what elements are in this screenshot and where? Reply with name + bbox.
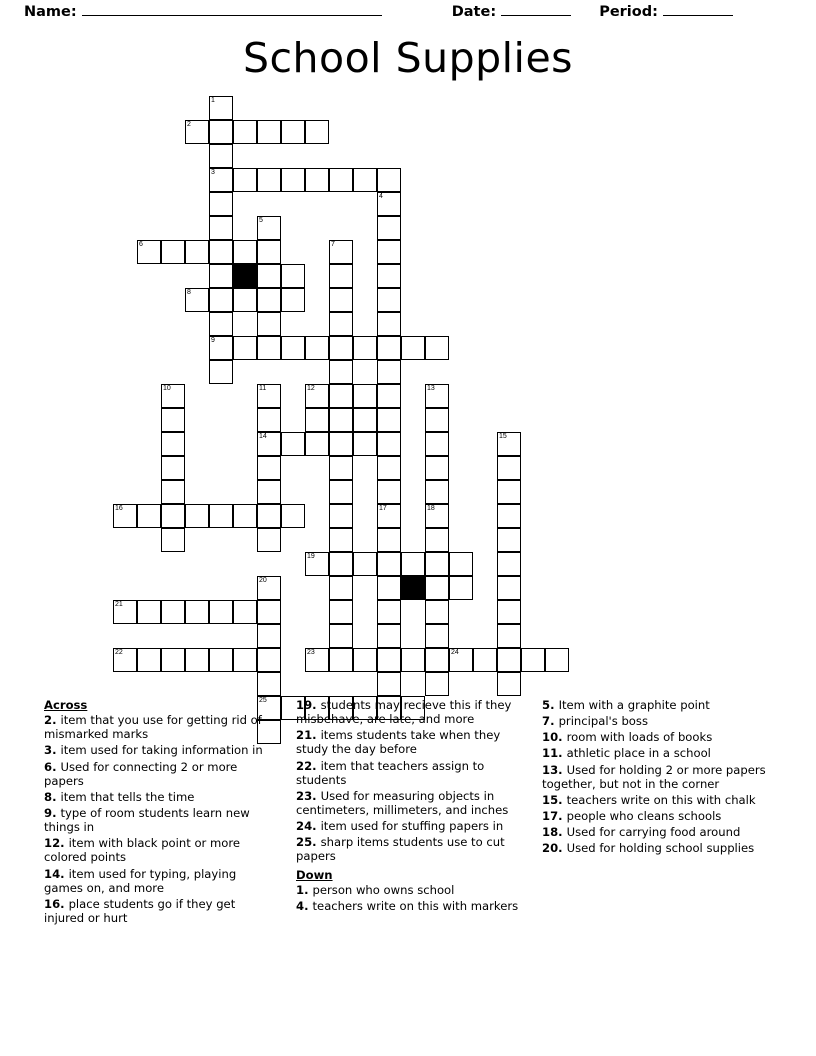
grid-cell[interactable] — [377, 384, 401, 408]
clue-text: item used for stuffing papers in — [320, 819, 504, 834]
clue-item — [44, 713, 278, 741]
grid-cell[interactable] — [425, 600, 449, 624]
grid-cell[interactable] — [185, 648, 209, 672]
grid-cell[interactable] — [377, 672, 401, 696]
grid-cell[interactable] — [233, 240, 257, 264]
clue-text: type of room students learn new things in — [44, 805, 250, 835]
grid-cell[interactable] — [497, 504, 521, 528]
grid-cell[interactable] — [257, 504, 281, 528]
clue-item — [44, 897, 278, 925]
clue-number: 1. — [296, 882, 313, 897]
page-title: School Supplies — [242, 34, 574, 82]
clue-number: 22. — [296, 758, 321, 773]
grid-cell[interactable] — [329, 624, 353, 648]
down-clues-part2 — [542, 698, 780, 855]
grid-cell[interactable] — [377, 552, 401, 576]
grid-cell[interactable] — [497, 576, 521, 600]
grid-cell[interactable] — [425, 504, 449, 528]
period-label: Period: — [599, 4, 658, 20]
clue-item — [44, 867, 278, 895]
grid-cell[interactable] — [281, 432, 305, 456]
grid-cell[interactable] — [209, 240, 233, 264]
clue-text: teachers write on this with chalk — [566, 792, 756, 807]
clue-number: 19. — [296, 698, 321, 712]
grid-cell[interactable] — [137, 648, 161, 672]
grid-cell[interactable] — [377, 456, 401, 480]
grid-cell[interactable] — [425, 384, 449, 408]
grid-cell[interactable] — [257, 312, 281, 336]
clue-item — [296, 899, 524, 913]
grid-cell[interactable] — [305, 552, 329, 576]
grid-cell[interactable] — [377, 408, 401, 432]
clue-text: item used for typing, playing games on, and more — [44, 866, 237, 895]
clue-item — [296, 728, 524, 756]
grid-cell[interactable] — [281, 264, 305, 288]
clue-item — [296, 883, 524, 897]
clue-item — [542, 809, 780, 823]
clue-item — [44, 790, 278, 804]
clue-item — [542, 825, 780, 839]
clue-text: item that you use for getting rid of mismarked marks — [44, 713, 262, 742]
grid-cell[interactable] — [257, 432, 281, 456]
clue-number: 6. — [44, 759, 61, 774]
grid-cell[interactable] — [281, 168, 305, 192]
clue-item — [296, 759, 524, 787]
grid-cell[interactable] — [329, 432, 353, 456]
clue-number: 12. — [44, 836, 69, 851]
grid-cell[interactable] — [257, 240, 281, 264]
grid-cell[interactable] — [377, 480, 401, 504]
cell-number: 16 — [115, 505, 123, 512]
cell-number: 25 — [259, 697, 267, 704]
clue-text: place students go if they get injured or hurt — [44, 896, 236, 925]
grid-cell[interactable] — [353, 552, 377, 576]
clue-number: 15. — [542, 792, 567, 807]
across-heading: Across — [44, 698, 88, 712]
grid-cell[interactable] — [377, 504, 401, 528]
grid-cell[interactable] — [209, 288, 233, 312]
clue-item — [296, 698, 524, 726]
grid-cell[interactable] — [521, 648, 545, 672]
grid-cell[interactable] — [377, 168, 401, 192]
clue-text: items students take when they study the day before — [296, 728, 501, 757]
grid-cell[interactable] — [233, 288, 257, 312]
grid-cell[interactable] — [497, 672, 521, 696]
clues-column-3 — [542, 698, 780, 927]
cell-number: 11 — [259, 385, 267, 392]
cell-number: 8 — [187, 289, 191, 296]
grid-cell[interactable] — [377, 192, 401, 216]
clue-text: sharp items students use to cut papers — [296, 835, 505, 864]
grid-cell[interactable] — [137, 240, 161, 264]
clue-number: 2. — [44, 713, 61, 728]
grid-cell[interactable] — [401, 552, 425, 576]
grid-cell[interactable] — [113, 600, 137, 624]
grid-cell[interactable] — [257, 288, 281, 312]
grid-cell[interactable] — [377, 648, 401, 672]
grid-cell[interactable] — [377, 216, 401, 240]
clue-text: Item with a graphite point — [558, 698, 710, 712]
grid-cell[interactable] — [425, 480, 449, 504]
clue-number: 3. — [44, 743, 61, 758]
grid-cell[interactable] — [209, 312, 233, 336]
grid-cell[interactable] — [377, 288, 401, 312]
grid-cell[interactable] — [209, 360, 233, 384]
grid-cell[interactable] — [161, 528, 185, 552]
clue-number: 8. — [44, 789, 61, 804]
grid-cell[interactable] — [233, 600, 257, 624]
grid-cell[interactable] — [377, 264, 401, 288]
grid-cell[interactable] — [113, 504, 137, 528]
crossword-grid-wrapper — [0, 96, 816, 704]
clue-number: 5. — [542, 698, 559, 712]
clue-number: 21. — [296, 728, 321, 743]
grid-cell[interactable] — [329, 288, 353, 312]
cell-number: 3 — [211, 169, 215, 176]
grid-cell-blocked — [401, 576, 425, 600]
clue-text: Used for holding 2 or more papers together, but not in the corner — [542, 762, 766, 791]
period-field-group — [599, 4, 733, 20]
cell-number: 5 — [259, 217, 263, 224]
clue-text: Used for holding school supplies — [566, 841, 755, 856]
grid-cell[interactable] — [209, 144, 233, 168]
grid-cell[interactable] — [257, 216, 281, 240]
grid-cell[interactable] — [329, 168, 353, 192]
clue-number: 4. — [296, 898, 313, 913]
grid-cell[interactable] — [257, 168, 281, 192]
grid-cell[interactable] — [353, 384, 377, 408]
grid-cell[interactable] — [425, 648, 449, 672]
grid-cell[interactable] — [233, 504, 257, 528]
grid-cell[interactable] — [425, 576, 449, 600]
grid-cell[interactable] — [257, 384, 281, 408]
grid-cell[interactable] — [305, 432, 329, 456]
grid-cell[interactable] — [377, 360, 401, 384]
grid-cell[interactable] — [305, 336, 329, 360]
clue-number: 24. — [296, 819, 321, 834]
cell-number: 2 — [187, 121, 191, 128]
grid-cell[interactable] — [497, 456, 521, 480]
grid-cell[interactable] — [377, 576, 401, 600]
grid-cell[interactable] — [377, 240, 401, 264]
clue-number: 16. — [44, 896, 69, 911]
grid-cell[interactable] — [305, 384, 329, 408]
grid-cell[interactable] — [233, 168, 257, 192]
clue-item — [542, 698, 780, 712]
grid-cell[interactable] — [161, 504, 185, 528]
grid-cell[interactable] — [209, 192, 233, 216]
grid-cell[interactable] — [425, 528, 449, 552]
name-label: Name: — [24, 4, 77, 20]
cell-number: 12 — [307, 385, 315, 392]
grid-cell[interactable] — [497, 648, 521, 672]
grid-cell[interactable] — [401, 648, 425, 672]
clues-column-2 — [296, 698, 524, 927]
clue-item — [44, 836, 278, 864]
grid-cell[interactable] — [161, 456, 185, 480]
grid-cell[interactable] — [161, 432, 185, 456]
grid-cell[interactable] — [257, 120, 281, 144]
grid-cell-blocked — [233, 264, 257, 288]
clue-number: 11. — [542, 746, 567, 761]
period-write-line[interactable] — [663, 15, 733, 16]
grid-cell[interactable] — [185, 240, 209, 264]
grid-cell[interactable] — [329, 504, 353, 528]
clue-number: 23. — [296, 788, 321, 803]
grid-cell[interactable] — [257, 648, 281, 672]
clue-text: person who owns school — [312, 882, 455, 897]
grid-cell[interactable] — [497, 528, 521, 552]
grid-cell[interactable] — [329, 336, 353, 360]
cell-number: 4 — [379, 193, 383, 200]
cell-number: 24 — [451, 649, 459, 656]
across-clues-part2 — [296, 698, 524, 864]
grid-cell[interactable] — [377, 336, 401, 360]
grid-cell[interactable] — [257, 600, 281, 624]
grid-cell[interactable] — [185, 504, 209, 528]
grid-cell[interactable] — [305, 648, 329, 672]
grid-cell[interactable] — [161, 600, 185, 624]
clue-text: principal's boss — [558, 714, 648, 729]
grid-cell[interactable] — [545, 648, 569, 672]
grid-cell[interactable] — [329, 576, 353, 600]
cell-number: 17 — [379, 505, 387, 512]
grid-cell[interactable] — [185, 288, 209, 312]
grid-cell[interactable] — [425, 336, 449, 360]
grid-cell[interactable] — [185, 120, 209, 144]
cell-number: 18 — [427, 505, 435, 512]
clue-number: 18. — [542, 825, 567, 840]
grid-cell[interactable] — [257, 624, 281, 648]
clue-number: 7. — [542, 714, 559, 729]
grid-cell[interactable] — [329, 528, 353, 552]
grid-cell[interactable] — [257, 480, 281, 504]
cell-number: 21 — [115, 601, 123, 608]
clue-text: room with loads of books — [566, 730, 713, 745]
grid-cell[interactable] — [161, 240, 185, 264]
grid-cell[interactable] — [209, 216, 233, 240]
grid-cell[interactable] — [233, 336, 257, 360]
clue-number: 25. — [296, 835, 321, 850]
grid-cell[interactable] — [281, 120, 305, 144]
grid-cell[interactable] — [185, 600, 209, 624]
name-write-line[interactable] — [82, 15, 382, 16]
clues-column-1 — [44, 698, 278, 927]
grid-cell[interactable] — [425, 456, 449, 480]
clue-item — [296, 819, 524, 833]
grid-cell[interactable] — [281, 504, 305, 528]
grid-cell[interactable] — [257, 336, 281, 360]
grid-cell[interactable] — [329, 360, 353, 384]
cell-number: 15 — [499, 433, 507, 440]
clues-section — [44, 698, 780, 927]
clue-text: athletic place in a school — [566, 746, 711, 761]
clue-text: teachers write on this with markers — [312, 898, 519, 913]
grid-cell[interactable] — [425, 624, 449, 648]
date-label: Date: — [451, 4, 497, 20]
grid-cell[interactable] — [449, 552, 473, 576]
grid-cell[interactable] — [161, 480, 185, 504]
clue-item — [44, 743, 278, 757]
grid-cell[interactable] — [329, 456, 353, 480]
grid-cell[interactable] — [209, 96, 233, 120]
clue-item — [542, 763, 780, 791]
clue-text: students may recieve this if they misbehave, are late, and more — [296, 698, 512, 727]
grid-cell[interactable] — [209, 168, 233, 192]
grid-cell[interactable] — [497, 552, 521, 576]
grid-cell[interactable] — [257, 264, 281, 288]
grid-cell[interactable] — [353, 336, 377, 360]
date-write-line[interactable] — [501, 15, 571, 16]
clue-number: 10. — [542, 730, 567, 745]
across-clues-part1 — [44, 713, 278, 925]
grid-cell[interactable] — [113, 648, 137, 672]
cell-number: 10 — [163, 385, 171, 392]
grid-cell[interactable] — [209, 120, 233, 144]
clue-item — [542, 714, 780, 728]
grid-cell[interactable] — [137, 600, 161, 624]
grid-cell[interactable] — [209, 264, 233, 288]
cell-number: 23 — [307, 649, 315, 656]
grid-cell[interactable] — [329, 648, 353, 672]
cell-number: 1 — [211, 97, 215, 104]
name-field-group — [24, 4, 382, 20]
grid-cell[interactable] — [377, 432, 401, 456]
grid-cell[interactable] — [305, 168, 329, 192]
grid-cell[interactable] — [497, 600, 521, 624]
grid-cell[interactable] — [305, 120, 329, 144]
clue-text: item used for taking information in — [60, 743, 263, 758]
grid-cell[interactable] — [329, 312, 353, 336]
grid-cell[interactable] — [353, 432, 377, 456]
clue-number: 17. — [542, 808, 567, 823]
grid-cell[interactable] — [329, 384, 353, 408]
grid-cell[interactable] — [353, 648, 377, 672]
clue-text: Used for connecting 2 or more papers — [44, 759, 238, 788]
worksheet-header — [0, 0, 816, 20]
clue-number: 9. — [44, 805, 61, 820]
grid-cell[interactable] — [329, 600, 353, 624]
clue-item — [542, 841, 780, 855]
date-field-group — [452, 4, 571, 20]
grid-cell[interactable] — [257, 576, 281, 600]
clue-text: Used for carrying food around — [566, 825, 741, 840]
grid-cell[interactable] — [329, 264, 353, 288]
clue-item — [44, 760, 278, 788]
grid-cell[interactable] — [449, 576, 473, 600]
clue-number: 13. — [542, 762, 567, 777]
grid-cell[interactable] — [353, 168, 377, 192]
clue-text: item with black point or more colored points — [44, 836, 241, 865]
grid-cell[interactable] — [161, 408, 185, 432]
clue-item — [542, 746, 780, 760]
grid-cell[interactable] — [329, 552, 353, 576]
grid-cell[interactable] — [257, 456, 281, 480]
grid-cell[interactable] — [233, 120, 257, 144]
grid-cell[interactable] — [209, 336, 233, 360]
cell-number: 14 — [259, 433, 267, 440]
grid-cell[interactable] — [161, 384, 185, 408]
grid-cell[interactable] — [209, 648, 233, 672]
clue-item — [296, 835, 524, 863]
cell-number: 22 — [115, 649, 123, 656]
grid-cell[interactable] — [377, 600, 401, 624]
grid-cell[interactable] — [377, 624, 401, 648]
clue-item — [44, 806, 278, 834]
grid-cell[interactable] — [209, 600, 233, 624]
grid-cell[interactable] — [209, 504, 233, 528]
grid-cell[interactable] — [473, 648, 497, 672]
grid-cell[interactable] — [449, 648, 473, 672]
grid-cell[interactable] — [305, 408, 329, 432]
down-heading: Down — [296, 867, 333, 882]
clue-text: item that tells the time — [60, 789, 195, 804]
clue-item — [296, 789, 524, 817]
cell-number: 9 — [211, 337, 215, 344]
grid-cell[interactable] — [377, 528, 401, 552]
grid-cell[interactable] — [329, 408, 353, 432]
cell-number: 20 — [259, 577, 267, 584]
grid-cell[interactable] — [329, 480, 353, 504]
grid-cell[interactable] — [425, 552, 449, 576]
grid-cell[interactable] — [257, 672, 281, 696]
grid-cell[interactable] — [233, 648, 257, 672]
cell-number: 19 — [307, 553, 315, 560]
grid-cell[interactable] — [161, 648, 185, 672]
grid-cell[interactable] — [497, 432, 521, 456]
clue-text: people who cleans schools — [566, 808, 722, 823]
clue-item — [542, 793, 780, 807]
cell-number: 6 — [139, 241, 143, 248]
grid-cell[interactable] — [329, 240, 353, 264]
grid-cell[interactable] — [281, 288, 305, 312]
down-clues-part1 — [296, 883, 524, 913]
grid-cell[interactable] — [425, 672, 449, 696]
grid-cell[interactable] — [257, 528, 281, 552]
cell-number: 13 — [427, 385, 435, 392]
clue-item — [542, 730, 780, 744]
grid-cell[interactable] — [497, 480, 521, 504]
grid-cell[interactable] — [257, 408, 281, 432]
clue-number: 14. — [44, 866, 69, 881]
grid-cell[interactable] — [425, 408, 449, 432]
grid-cell[interactable] — [425, 432, 449, 456]
clue-text: item that teachers assign to students — [296, 758, 485, 787]
clue-text: Used for measuring objects in centimeters, millimeters, and inches — [296, 788, 509, 817]
grid-cell[interactable] — [497, 624, 521, 648]
cell-number: 7 — [331, 241, 335, 248]
grid-cell[interactable] — [401, 336, 425, 360]
grid-cell[interactable] — [353, 408, 377, 432]
clue-number: 20. — [542, 841, 567, 856]
grid-cell[interactable] — [281, 336, 305, 360]
grid-cell[interactable] — [377, 312, 401, 336]
grid-cell[interactable] — [137, 504, 161, 528]
